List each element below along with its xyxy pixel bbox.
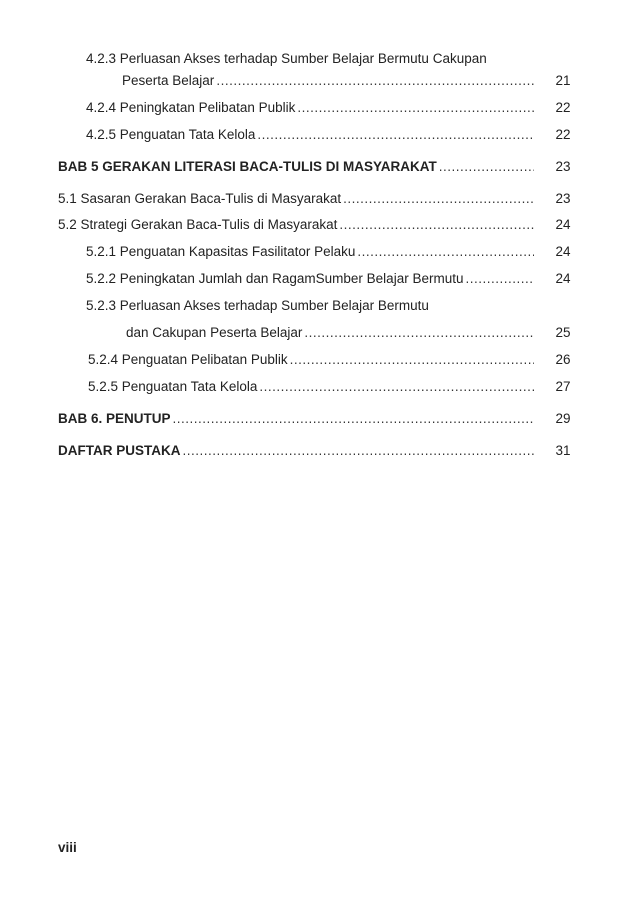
dot-leader xyxy=(259,378,534,396)
dot-leader xyxy=(257,126,534,144)
toc-entry-label: dan Cakupan Peserta Belajar xyxy=(126,325,303,340)
toc-entry-5-2-3-line1[interactable]: 5.2.3 Perluasan Akses terhadap Sumber Belajar Bermutu xyxy=(86,298,429,313)
toc-page-number: 25 xyxy=(555,325,571,340)
toc-page-number: 27 xyxy=(555,379,571,394)
toc-entry-5-2[interactable] xyxy=(58,216,534,234)
toc-entry-label: 5.2.1 Penguatan Kapasitas Fasilitator Pelaku xyxy=(86,244,356,259)
dot-leader xyxy=(439,158,534,176)
toc-entry-label: 5.2 Strategi Gerakan Baca-Tulis di Masyarakat xyxy=(58,217,338,232)
toc-entry-4-2-3-line2[interactable] xyxy=(122,72,534,90)
toc-entry-bab-6[interactable] xyxy=(58,410,534,428)
toc-page-number: 23 xyxy=(555,191,571,206)
toc-entry-5-1[interactable] xyxy=(58,190,534,208)
toc-page-number: 24 xyxy=(555,217,571,232)
dot-leader xyxy=(183,442,535,460)
toc-entry-label: 5.2.2 Peningkatan Jumlah dan RagamSumber Belajar Bermutu xyxy=(86,271,464,286)
toc-entry-label: BAB 5 GERAKAN LITERASI BACA-TULIS DI MASYARAKAT xyxy=(58,159,437,174)
toc-entry-label: 5.1 Sasaran Gerakan Baca-Tulis di Masyarakat xyxy=(58,191,342,206)
dot-leader xyxy=(357,243,534,261)
toc-page-number: 26 xyxy=(555,352,571,367)
toc-entry-label: BAB 6. PENUTUP xyxy=(58,411,171,426)
dot-leader xyxy=(343,190,534,208)
toc-entry-daftar-pustaka[interactable] xyxy=(58,442,534,460)
toc-entry-5-2-5[interactable] xyxy=(88,378,534,396)
toc-page-number: 29 xyxy=(555,411,571,426)
toc-page-number: 22 xyxy=(555,100,571,115)
dot-leader xyxy=(173,410,534,428)
toc-page-number: 23 xyxy=(555,159,571,174)
toc-entry-5-2-3-line2[interactable] xyxy=(126,324,534,342)
dot-leader xyxy=(297,99,534,117)
toc-entry-label: Peserta Belajar xyxy=(122,73,215,88)
dot-leader xyxy=(465,270,534,288)
footer-page-number: viii xyxy=(58,840,77,855)
toc-page-number: 21 xyxy=(555,73,571,88)
toc-entry-label: 5.2.4 Penguatan Pelibatan Publik xyxy=(88,352,288,367)
toc-page-number: 31 xyxy=(555,443,571,458)
toc-entry-4-2-5[interactable] xyxy=(86,126,534,144)
dot-leader xyxy=(216,72,534,90)
toc-entry-bab-5[interactable] xyxy=(58,158,534,176)
toc-entry-label: DAFTAR PUSTAKA xyxy=(58,443,181,458)
toc-page-number: 24 xyxy=(555,271,571,286)
toc-page-number: 22 xyxy=(555,127,571,142)
toc-entry-5-2-4[interactable] xyxy=(88,351,534,369)
toc-entry-label: 4.2.4 Peningkatan Pelibatan Publik xyxy=(86,100,296,115)
toc-entry-5-2-2[interactable] xyxy=(86,270,534,288)
toc-entry-label: 4.2.5 Penguatan Tata Kelola xyxy=(86,127,256,142)
toc-entry-4-2-4[interactable] xyxy=(86,99,534,117)
dot-leader xyxy=(304,324,534,342)
dot-leader xyxy=(339,216,534,234)
toc-entry-5-2-1[interactable] xyxy=(86,243,534,261)
toc-entry-label: 5.2.5 Penguatan Tata Kelola xyxy=(88,379,258,394)
toc-entry-4-2-3-line1[interactable]: 4.2.3 Perluasan Akses terhadap Sumber Belajar Bermutu Cakupan xyxy=(86,51,487,66)
dot-leader xyxy=(290,351,534,369)
toc-page-number: 24 xyxy=(555,244,571,259)
